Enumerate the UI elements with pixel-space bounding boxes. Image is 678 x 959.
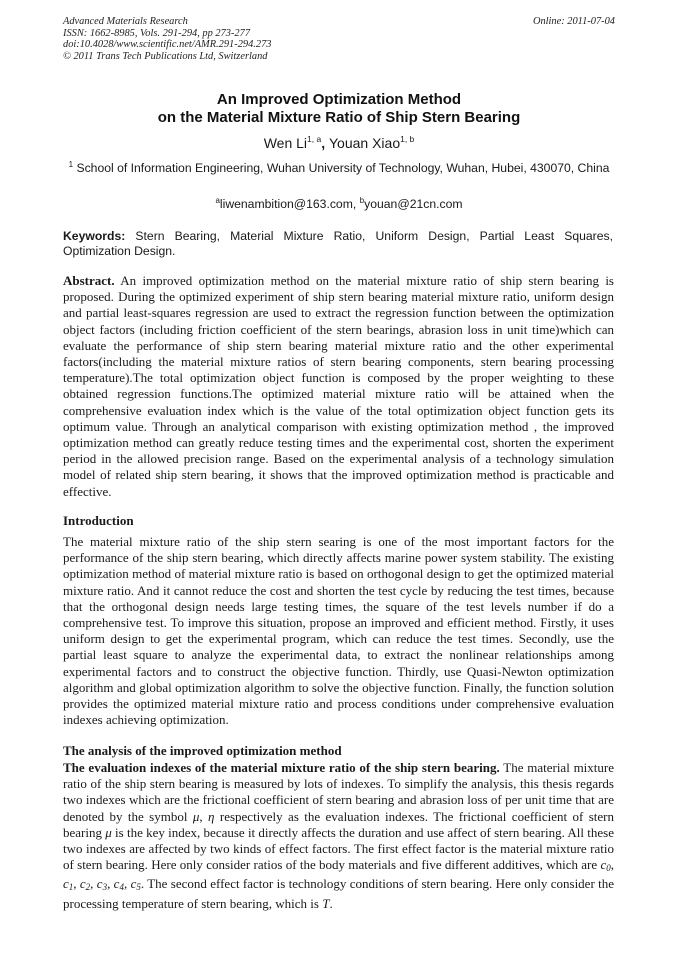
- additive-subscript: 4: [119, 882, 124, 893]
- email-a: liwenambition@163.com: [219, 197, 353, 211]
- additive-subscript: 3: [102, 882, 108, 893]
- additive-symbol-c5: $c_5$: [130, 876, 141, 893]
- keywords-label: Keywords:: [63, 229, 126, 243]
- additive-separator: ,: [123, 876, 131, 892]
- analysis-text-3: is the key index, because it directly affects the duration and use affect of stern bearing. All these two indexes are affected by two kinds of effect factors. The first effect factor is the material mixture ratio of stern bearing. Here only consider ratios of the body materials and five different additives, which are: [63, 824, 614, 873]
- additive-symbol-c1: $c_1$: [63, 876, 74, 893]
- email-separator: ,: [352, 197, 360, 211]
- email-b: youan@21cn.com: [364, 197, 463, 211]
- analysis-text-1: The material mixture ratio of the ship stern bearing is measured by lots of indexes. To simplify the analysis, this thesis regards two indexes which are the frictional coefficient of stern bearing and abrasion loss of per unit time that are denoted by the symbol: [63, 760, 615, 824]
- author-emails: [63, 193, 615, 212]
- additive-separator: ,: [610, 857, 614, 873]
- additive-separator: ,: [90, 876, 97, 892]
- affiliation-marker: 1: [68, 160, 74, 169]
- symbol-mu-2: μ: [105, 824, 112, 840]
- additive-symbol-c2: $c_2$: [79, 876, 91, 893]
- analysis-end: .: [329, 895, 333, 911]
- affiliation-text: School of Information Engineering, Wuhan University of Technology, Wuhan, Hubei, 430070, China: [76, 161, 610, 175]
- additive-symbol-c0: $c_0$: [600, 857, 611, 874]
- introduction-heading: Introduction: [63, 513, 134, 528]
- additive-separator: ,: [107, 876, 114, 892]
- author-1-affil: 1, a: [307, 134, 322, 144]
- additive-subscript: 2: [85, 882, 91, 893]
- title-line-2: on the Material Mixture Ratio of Ship Stern Bearing: [157, 109, 521, 126]
- publication-header: [63, 16, 615, 62]
- abstract-label: Abstract.: [63, 273, 115, 288]
- author-list: [63, 130, 615, 152]
- online-date: Online: 2011-07-04: [532, 16, 615, 27]
- author-2-affil: 1, b: [400, 134, 415, 144]
- analysis-heading: The analysis of the improved optimization method: [63, 743, 342, 758]
- introduction-paragraph: The material mixture ratio of the ship stern searing is one of the most important factors for the performance of the ship stern bearing, which directly affects marine power system stability. The existing optimization method of material mixture ratio is based on orthogonal design to get the optimized material mixture ratio. And it cannot reduce the cost and shorten the test cycle by reducing the test times, because that the orthogonal design needs large testing times, the square of the test levels number if do a comprehensive test. To improve this situation, propose an improved and efficient method. Firstly, it uses uniform design to get the experimental program, which can reduce the test times. Secondly, use the partial least square to analyze the experimental data, to extract the nonlinear relationships among experimental factors and to construct the objective function. Thirdly, use Quasi-Newton optimization algorithm and global optimization algorithm to solve the objective function. Finally, the function solution provides the optimized material mixture ratio and process conditions under comprehensive evaluation indexes achieving optimization.: [63, 534, 614, 728]
- keywords-paragraph: [63, 229, 613, 259]
- issn-line: ISSN: 1662-8985, Vols. 291-294, pp 273-277: [63, 27, 251, 39]
- additive-symbol-c3: $c_3$: [96, 876, 108, 893]
- journal-name: Advanced Materials Research: [63, 16, 188, 27]
- author-separator: ,: [321, 135, 329, 151]
- symbol-eta: η: [208, 808, 215, 824]
- author-1-name: Wen Li: [263, 135, 308, 151]
- additive-subscript: 1: [68, 882, 74, 893]
- affiliation: [63, 157, 615, 176]
- analysis-subheading: The evaluation indexes of the material mixture ratio of the ship stern bearing.: [63, 760, 500, 775]
- additive-separator: ,: [73, 876, 80, 892]
- email-a-marker: a: [215, 196, 220, 205]
- doi-line: doi:10.4028/www.scientific.net/AMR.291-294.273: [63, 39, 272, 51]
- title-line-1: An Improved Optimization Method: [216, 91, 462, 108]
- additive-subscript: 5: [136, 882, 141, 893]
- additive-symbol-c4: $c_4$: [113, 876, 124, 893]
- paper-title: [63, 91, 615, 127]
- symbol-temperature: T: [322, 895, 330, 911]
- analysis-text-2: respectively as the evaluation indexes. The frictional coefficient of stern bearing: [63, 808, 614, 840]
- keywords-text: Stern Bearing, Material Mixture Ratio, Uniform Design, Partial Least Squares, Optimization Design.: [63, 229, 613, 258]
- analysis-text-4: . The second effect factor is technology conditions of stern bearing. Here only consider the processing temperature of stern bearing, which is: [63, 876, 615, 911]
- symbol-mu: μ: [192, 808, 200, 824]
- symbol-comma: ,: [199, 808, 209, 824]
- copyright-line: © 2011 Trans Tech Publications Ltd, Switzerland: [63, 50, 268, 62]
- analysis-paragraph: [63, 760, 614, 912]
- author-2-name: Youan Xiao: [329, 135, 401, 151]
- abstract-paragraph: [63, 273, 614, 500]
- email-b-marker: b: [359, 196, 365, 205]
- additive-subscript: 0: [606, 863, 611, 874]
- abstract-text: An improved optimization method on the material mixture ratio of ship stern bearing is proposed. During the optimized experiment of ship stern bearing material mixture ratio, uniform design and partial least-squares regression are used to extract the regression function between the optimization object factors (including friction coefficient of the stern bearings, abrasion loss in unit time)which can evaluate the performance of ship stern bearing material mixture ratio and the other experimental factors(including the material mixture ratios of stern bearing components, stern bearing processing temperature).The total optimization object function is composed by the proper weighting to these obtained regression functions.The optimized material mixture ratio will be attained when the comprehensive evaluation index which is the value of the total optimization object function gets its optimum value. Through an analytical comparison with existing optimization method , the improved optimization method can greatly reduce testing times and the experimental cost, shorten the experiment period in the allowed precision range. Based on the experimental analysis of a technology simulation model of related ship stern bearing, it shows that the improved optimization method is practicable and effective.: [63, 273, 614, 499]
